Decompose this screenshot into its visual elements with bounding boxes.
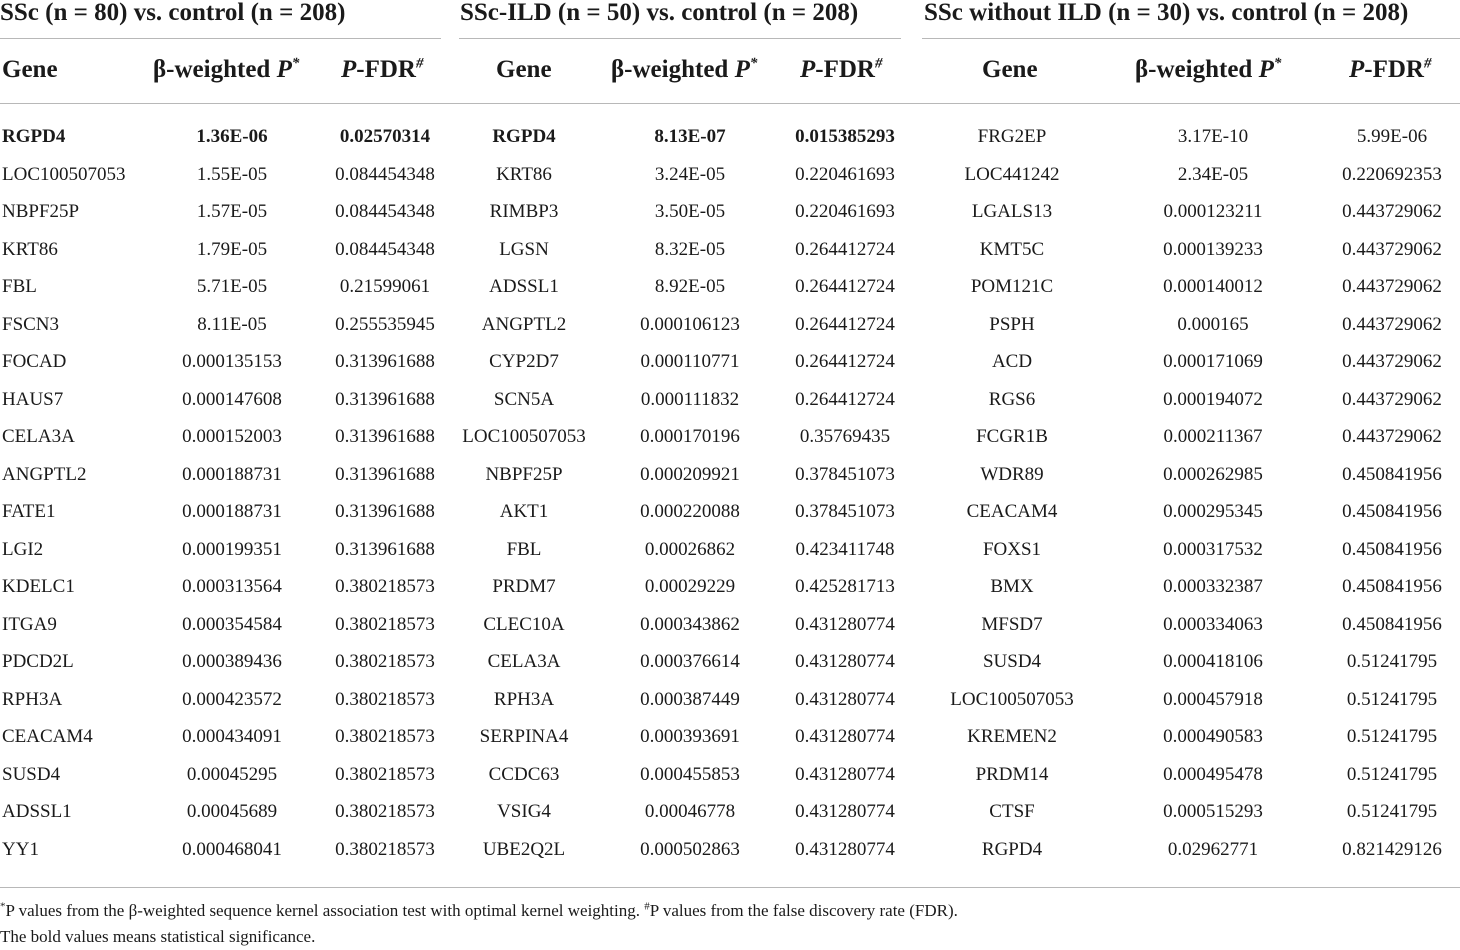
p-fdr-cell: 0.380218573	[335, 651, 435, 672]
gene-cell: ITGA9	[2, 613, 57, 635]
group-rule-ssc-without-ild	[922, 38, 1460, 39]
gene-cell: HAUS7	[2, 388, 64, 410]
p-fdr-cell: 0.443729062	[1342, 351, 1442, 372]
gene-cell: RGS6	[988, 388, 1036, 410]
beta-p-cell: 0.000147608	[182, 388, 282, 410]
p-fdr-cell: 0.084454348	[335, 238, 435, 260]
beta-p-cell: 8.13E-07	[654, 126, 726, 147]
beta-p-cell: 0.000502863	[640, 838, 740, 860]
beta-p-cell: 1.55E-05	[196, 163, 268, 185]
p-fdr-cell: 0.450841956	[1342, 463, 1442, 485]
beta-p-cell: 0.000220088	[640, 501, 740, 522]
beta-p-cell: 0.000490583	[1163, 726, 1263, 747]
beta-p-cell: 0.000152003	[182, 426, 282, 447]
p-fdr-cell: 0.264412724	[795, 238, 895, 260]
p-fdr-cell: 0.380218573	[335, 613, 435, 635]
beta-p-cell: 0.00045295	[186, 763, 278, 785]
p-fdr-cell: 0.443729062	[1342, 238, 1442, 260]
p-fdr-cell: 0.084454348	[335, 163, 435, 185]
p-fdr-cell: 0.264412724	[795, 351, 895, 372]
beta-p-cell: 5.71E-05	[196, 276, 268, 297]
beta-p-cell: 0.000457918	[1163, 688, 1263, 710]
beta-p-cell: 0.000170196	[640, 426, 740, 447]
gene-cell: ACD	[991, 351, 1033, 372]
gene-cell: RPH3A	[2, 688, 63, 710]
p-fdr-cell: 0.51241795	[1346, 651, 1438, 672]
beta-p-cell: 0.00046778	[644, 801, 736, 822]
beta-p-cell: 0.000468041	[182, 838, 282, 860]
table-bottom-rule	[0, 887, 1460, 888]
beta-p-cell: 0.000165	[1177, 313, 1249, 335]
gene-cell: CTSF	[989, 801, 1035, 822]
group-rule-ssc-ild	[459, 38, 901, 39]
gene-cell: PRDM7	[492, 576, 556, 597]
gene-cell: LOC441242	[964, 163, 1060, 185]
beta-p-cell: 0.000354584	[182, 613, 282, 635]
p-fdr-cell: 5.99E-06	[1356, 126, 1428, 147]
p-fdr-cell: 0.443729062	[1342, 201, 1442, 222]
p-fdr-cell: 0.02570314	[339, 126, 431, 147]
col-header-gene-ssc-without-ild: Gene	[982, 56, 1038, 83]
p-fdr-cell: 0.443729062	[1342, 388, 1442, 410]
p-fdr-cell: 0.35769435	[799, 426, 891, 447]
p-fdr-cell: 0.431280774	[795, 801, 895, 822]
p-fdr-cell: 0.380218573	[335, 688, 435, 710]
p-fdr-cell: 0.380218573	[335, 576, 435, 597]
beta-p-cell: 0.000188731	[182, 501, 282, 522]
p-fdr-cell: 0.450841956	[1342, 613, 1442, 635]
footnote-bold-values: The bold values means statistical significance.	[0, 927, 316, 946]
p-fdr-cell: 0.423411748	[795, 538, 895, 560]
p-fdr-cell: 0.380218573	[335, 763, 435, 785]
col-header-fdr-ssc-ild: P-FDR#	[800, 55, 883, 83]
beta-p-cell: 3.17E-10	[1177, 126, 1249, 147]
beta-p-cell: 0.000313564	[182, 576, 282, 597]
gene-cell: FOXS1	[982, 538, 1042, 560]
beta-p-cell: 0.000393691	[640, 726, 740, 747]
gene-cell: BMX	[990, 576, 1034, 597]
p-fdr-cell: 0.21599061	[339, 276, 431, 297]
gene-cell: LGSN	[499, 238, 549, 260]
beta-p-cell: 0.000389436	[182, 651, 282, 672]
beta-p-cell: 0.000199351	[182, 538, 282, 560]
p-fdr-cell: 0.821429126	[1342, 838, 1442, 860]
p-fdr-cell: 0.378451073	[795, 501, 895, 522]
gene-cell: KRT86	[2, 238, 58, 260]
group-title-ssc-without-ild: SSc without ILD (n = 30) vs. control (n = 208)	[924, 0, 1409, 26]
p-fdr-cell: 0.431280774	[795, 763, 895, 785]
group-title-ssc-ild: SSc-ILD (n = 50) vs. control (n = 208)	[460, 0, 859, 26]
beta-p-cell: 8.92E-05	[654, 276, 726, 297]
beta-p-cell: 0.000332387	[1163, 576, 1263, 597]
p-fdr-cell: 0.51241795	[1346, 688, 1438, 710]
p-fdr-cell: 0.084454348	[335, 201, 435, 222]
p-fdr-cell: 0.443729062	[1342, 426, 1442, 447]
gene-cell: NBPF25P	[485, 463, 563, 485]
gene-cell: SERPINA4	[479, 726, 569, 747]
gene-cell: AKT1	[499, 501, 549, 522]
gene-cell: FCGR1B	[976, 426, 1048, 447]
col-header-fdr-ssc: P-FDR#	[341, 55, 424, 83]
beta-p-cell: 0.00029229	[644, 576, 736, 597]
col-header-beta-p-ssc-ild: β-weighted P*	[611, 55, 758, 83]
beta-p-cell: 8.11E-05	[197, 313, 267, 335]
gene-cell: CYP2D7	[489, 351, 559, 372]
beta-p-cell: 0.000188731	[182, 463, 282, 485]
p-fdr-cell: 0.313961688	[335, 463, 435, 485]
beta-p-cell: 0.000295345	[1163, 501, 1263, 522]
beta-p-cell: 0.000111832	[640, 388, 740, 410]
gene-cell: LGI2	[2, 538, 44, 560]
col-header-gene-ssc: Gene	[2, 56, 58, 83]
header-rule	[0, 103, 1460, 104]
p-fdr-cell: 0.380218573	[335, 726, 435, 747]
gene-cell: LOC100507053	[950, 688, 1074, 710]
p-fdr-cell: 0.431280774	[795, 688, 895, 710]
beta-p-cell: 0.000262985	[1163, 463, 1263, 485]
group-title-ssc: SSc (n = 80) vs. control (n = 208)	[0, 0, 346, 26]
beta-p-cell: 0.000515293	[1163, 801, 1263, 822]
beta-p-cell: 2.34E-05	[1177, 163, 1249, 185]
beta-p-cell: 0.000135153	[182, 351, 282, 372]
gene-cell: KRT86	[496, 163, 552, 185]
p-fdr-cell: 0.51241795	[1346, 726, 1438, 747]
p-fdr-cell: 0.450841956	[1342, 501, 1442, 522]
gene-cell: ANGPTL2	[2, 463, 87, 485]
p-fdr-cell: 0.015385293	[795, 126, 895, 147]
col-header-beta-p-ssc: β-weighted P*	[153, 55, 300, 83]
p-fdr-cell: 0.443729062	[1342, 276, 1442, 297]
p-fdr-cell: 0.450841956	[1342, 576, 1442, 597]
p-fdr-cell: 0.220461693	[795, 201, 895, 222]
p-fdr-cell: 0.313961688	[335, 538, 435, 560]
gene-cell: RPH3A	[493, 688, 555, 710]
p-fdr-cell: 0.255535945	[335, 313, 435, 335]
gene-cell: FOCAD	[2, 351, 67, 372]
gene-cell: CLEC10A	[483, 613, 565, 635]
beta-p-cell: 3.50E-05	[654, 201, 726, 222]
gene-cell: RIMBP3	[489, 201, 559, 222]
p-fdr-cell: 0.431280774	[795, 726, 895, 747]
gene-cell: ADSSL1	[489, 276, 559, 297]
beta-p-cell: 0.000387449	[640, 688, 740, 710]
p-fdr-cell: 0.431280774	[795, 838, 895, 860]
gene-cell: RGPD4	[981, 838, 1043, 860]
col-header-beta-p-ssc-without-ild: β-weighted P*	[1135, 55, 1282, 83]
beta-p-cell: 0.000423572	[182, 688, 282, 710]
gene-cell: FRG2EP	[977, 126, 1047, 147]
beta-p-cell: 0.000139233	[1163, 238, 1263, 260]
p-fdr-cell: 0.264412724	[795, 276, 895, 297]
gene-cell: PSPH	[989, 313, 1035, 335]
gene-cell: RGPD4	[492, 126, 556, 147]
gene-cell: PDCD2L	[2, 651, 74, 672]
gene-cell: SUSD4	[2, 763, 61, 785]
gene-cell: CELA3A	[487, 651, 561, 672]
gene-cell: PRDM14	[975, 763, 1049, 785]
beta-p-cell: 1.79E-05	[196, 238, 268, 260]
gene-cell: UBE2Q2L	[482, 838, 566, 860]
gene-cell: SUSD4	[982, 651, 1042, 672]
gene-cell: LOC100507053	[462, 426, 586, 447]
gene-cell: KDELC1	[2, 576, 75, 597]
beta-p-cell: 0.000171069	[1163, 351, 1263, 372]
p-fdr-cell: 0.264412724	[795, 388, 895, 410]
group-rule-ssc	[0, 38, 441, 39]
beta-p-cell: 0.000495478	[1163, 763, 1263, 785]
beta-p-cell: 0.000317532	[1163, 538, 1263, 560]
p-fdr-cell: 0.220461693	[795, 163, 895, 185]
gene-cell: FSCN3	[2, 313, 60, 335]
p-fdr-cell: 0.443729062	[1342, 313, 1442, 335]
beta-p-cell: 0.000209921	[640, 463, 740, 485]
gene-cell: NBPF25P	[2, 201, 80, 222]
beta-p-cell: 0.000343862	[640, 613, 740, 635]
p-fdr-cell: 0.220692353	[1342, 163, 1442, 185]
beta-p-cell: 1.36E-06	[196, 126, 268, 147]
p-fdr-cell: 0.380218573	[335, 838, 435, 860]
beta-p-cell: 0.000376614	[640, 651, 740, 672]
p-fdr-cell: 0.313961688	[335, 501, 435, 522]
gene-cell: CELA3A	[2, 426, 75, 447]
p-fdr-cell: 0.450841956	[1342, 538, 1442, 560]
footnote-pvalues: *P values from the β-weighted sequence kernel association test with optimal kernel weighting. #P values from the false discovery rate (FDR).	[0, 900, 958, 920]
col-header-gene-ssc-ild: Gene	[496, 56, 552, 83]
beta-p-cell: 0.00026862	[644, 538, 736, 560]
gene-cell: LOC100507053	[2, 163, 126, 185]
gene-cell: KREMEN2	[967, 726, 1057, 747]
gene-cell: ADSSL1	[2, 801, 72, 822]
beta-p-cell: 0.000455853	[640, 763, 740, 785]
p-fdr-cell: 0.313961688	[335, 351, 435, 372]
gene-cell: WDR89	[980, 463, 1044, 485]
gene-cell: RGPD4	[2, 126, 66, 147]
p-fdr-cell: 0.51241795	[1346, 763, 1438, 785]
p-fdr-cell: 0.431280774	[795, 613, 895, 635]
p-fdr-cell: 0.264412724	[795, 313, 895, 335]
gene-cell: FBL	[506, 538, 542, 560]
gene-cell: FBL	[2, 276, 37, 297]
p-fdr-cell: 0.313961688	[335, 426, 435, 447]
beta-p-cell: 0.000418106	[1163, 651, 1263, 672]
gene-cell: KMT5C	[979, 238, 1045, 260]
p-fdr-cell: 0.51241795	[1346, 801, 1438, 822]
beta-p-cell: 0.000106123	[640, 313, 740, 335]
gene-cell: LGALS13	[971, 201, 1053, 222]
beta-p-cell: 0.000434091	[182, 726, 282, 747]
col-header-fdr-ssc-without-ild: P-FDR#	[1349, 55, 1432, 83]
beta-p-cell: 0.02962771	[1167, 838, 1259, 860]
beta-p-cell: 0.000211367	[1163, 426, 1263, 447]
gene-cell: POM121C	[970, 276, 1054, 297]
gene-cell: ANGPTL2	[481, 313, 567, 335]
p-fdr-cell: 0.425281713	[795, 576, 895, 597]
gene-cell: SCN5A	[493, 388, 555, 410]
gene-cell: CCDC63	[488, 763, 560, 785]
beta-p-cell: 0.000194072	[1163, 388, 1263, 410]
gene-cell: MFSD7	[981, 613, 1043, 635]
gene-cell: CEACAM4	[2, 726, 93, 747]
gene-cell: CEACAM4	[966, 501, 1058, 522]
p-fdr-cell: 0.431280774	[795, 651, 895, 672]
beta-p-cell: 0.000123211	[1163, 201, 1263, 222]
beta-p-cell: 8.32E-05	[654, 238, 726, 260]
beta-p-cell: 0.000334063	[1163, 613, 1263, 635]
beta-p-cell: 0.000140012	[1163, 276, 1263, 297]
p-fdr-cell: 0.313961688	[335, 388, 435, 410]
beta-p-cell: 0.000110771	[640, 351, 740, 372]
p-fdr-cell: 0.378451073	[795, 463, 895, 485]
beta-p-cell: 0.00045689	[186, 801, 278, 822]
gene-cell: VSIG4	[497, 801, 551, 822]
gene-cell: YY1	[2, 838, 39, 860]
beta-p-cell: 3.24E-05	[654, 163, 726, 185]
p-fdr-cell: 0.380218573	[335, 801, 435, 822]
gene-cell: FATE1	[2, 501, 56, 522]
beta-p-cell: 1.57E-05	[196, 201, 268, 222]
